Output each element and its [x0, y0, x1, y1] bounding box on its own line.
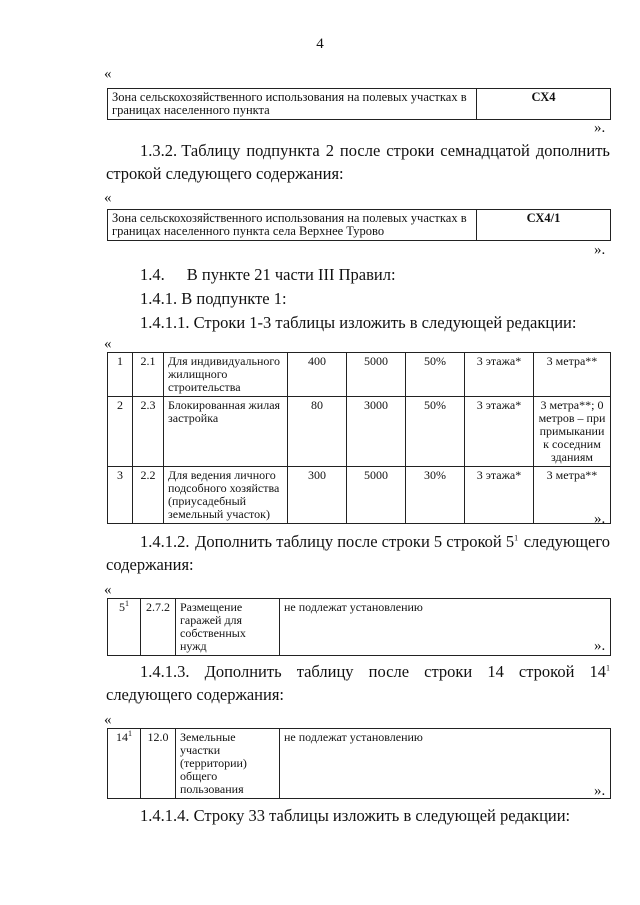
- open-quote: «: [104, 336, 112, 352]
- word: строки: [386, 141, 435, 160]
- word: таблицу: [296, 662, 354, 681]
- max-area-cell: 5000: [347, 467, 406, 524]
- row-code: 2.3: [133, 397, 164, 467]
- section-number: 1.4.: [140, 265, 165, 284]
- row-name: Блокированная жилая застройка: [164, 397, 288, 467]
- word: строкой: [518, 662, 575, 681]
- paragraph-1-3-2: [140, 139, 610, 163]
- text: Дополнить таблицу после строки 5 строкой $5^1$: [195, 532, 519, 551]
- row-code: 2.2: [133, 467, 164, 524]
- page-number: 4: [316, 36, 324, 52]
- floors-cell: 3 этажа*: [465, 397, 534, 467]
- word: строки: [424, 662, 473, 681]
- row-number: 1: [108, 353, 133, 397]
- indent-cell: 3 метра**: [534, 353, 611, 397]
- open-quote: «: [104, 66, 112, 82]
- paragraph-1-4: [140, 263, 396, 287]
- row-code: 2.1: [133, 353, 164, 397]
- zone-table-2: [107, 209, 611, 241]
- paragraph-1-4-1-2-line2: содержания:: [106, 555, 194, 574]
- word: Дополнить: [204, 662, 282, 681]
- paragraph-1-4-1: 1.4.1. В подпункте 1:: [140, 289, 287, 308]
- open-quote: «: [104, 712, 112, 728]
- close-quote: ».: [594, 242, 606, 258]
- table-row: [108, 353, 611, 397]
- coverage-cell: 50%: [406, 353, 465, 397]
- row-code: 2.7.2: [141, 599, 176, 656]
- paragraph-1-4-1-1: 1.4.1.1. Строки 1-3 таблицы изложить в следующей редакции:: [140, 313, 577, 332]
- row-code: 12.0: [141, 729, 176, 799]
- word: после: [368, 662, 410, 681]
- row-14-1-table: [107, 728, 611, 799]
- close-quote: ».: [594, 783, 606, 799]
- word: следующего: [523, 532, 610, 551]
- close-quote: ».: [594, 511, 606, 527]
- zone-code-cell: СХ4/1: [477, 210, 611, 241]
- word: 2: [325, 141, 334, 160]
- row-number: 3: [108, 467, 133, 524]
- paragraph-1-4-1-3: [140, 660, 610, 684]
- paragraph-1-4-1-3-line2: следующего содержания:: [106, 685, 285, 704]
- row-value: не подлежат установлению: [280, 729, 611, 799]
- max-area-cell: 5000: [347, 353, 406, 397]
- row-name: Размещение гаражей для собственных нужд: [176, 599, 280, 656]
- zone-name-cell: Зона сельскохозяйственного использования на полевых участках в границах населенного пункта села Верхнее Турово: [108, 210, 477, 241]
- min-area-cell: 80: [288, 397, 347, 467]
- indent-cell: 3 метра**: [534, 467, 611, 524]
- floors-cell: 3 этажа*: [465, 353, 534, 397]
- word: семнадцатой: [440, 141, 530, 160]
- word: после: [339, 141, 381, 160]
- section-number: 1.4.1.2.: [140, 532, 190, 551]
- max-area-cell: 3000: [347, 397, 406, 467]
- word: $14^1$: [589, 662, 610, 681]
- row-5-1-table: [107, 598, 611, 656]
- row-name: Для индивидуального жилищного строительства: [164, 353, 288, 397]
- zone-name-cell: Зона сельскохозяйственного использования на полевых участках в границах населенного пункта: [108, 89, 477, 120]
- word: 1.3.2. Таблицу: [140, 141, 241, 160]
- section-number: 1.4.1.3.: [140, 662, 190, 681]
- coverage-cell: 30%: [406, 467, 465, 524]
- row-name: Для ведения личного подсобного хозяйства (приусадебный земельный участок): [164, 467, 288, 524]
- word: подпункта: [246, 141, 320, 160]
- paragraph-1-4-1-4: 1.4.1.4. Строку 33 таблицы изложить в следующей редакции:: [140, 806, 571, 825]
- min-area-cell: 300: [288, 467, 347, 524]
- floors-cell: 3 этажа*: [465, 467, 534, 524]
- min-area-cell: 400: [288, 353, 347, 397]
- row-number: $14^1$: [108, 729, 141, 799]
- section-text: В пункте 21 части III Правил:: [186, 265, 396, 284]
- row-number: 2: [108, 397, 133, 467]
- table-row: [108, 397, 611, 467]
- table-row: [108, 467, 611, 524]
- open-quote: «: [104, 582, 112, 598]
- paragraph-1-4-1-2: [140, 530, 610, 554]
- open-quote: «: [104, 190, 112, 206]
- parameters-table: [107, 352, 611, 524]
- paragraph-1-3-2-line2: строкой следующего содержания:: [106, 164, 344, 183]
- zone-table-1: [107, 88, 611, 120]
- word: дополнить: [535, 141, 610, 160]
- word: 14: [487, 662, 504, 681]
- row-name: Земельные участки (территории) общего пользования: [176, 729, 280, 799]
- close-quote: ».: [594, 638, 606, 654]
- zone-code-cell: СХ4: [477, 89, 611, 120]
- row-value: не подлежат установлению: [280, 599, 611, 656]
- indent-cell: 3 метра**; 0 метров – при примыкании к соседним зданиям: [534, 397, 611, 467]
- coverage-cell: 50%: [406, 397, 465, 467]
- close-quote: ».: [594, 120, 606, 136]
- row-number: $5^1$: [108, 599, 141, 656]
